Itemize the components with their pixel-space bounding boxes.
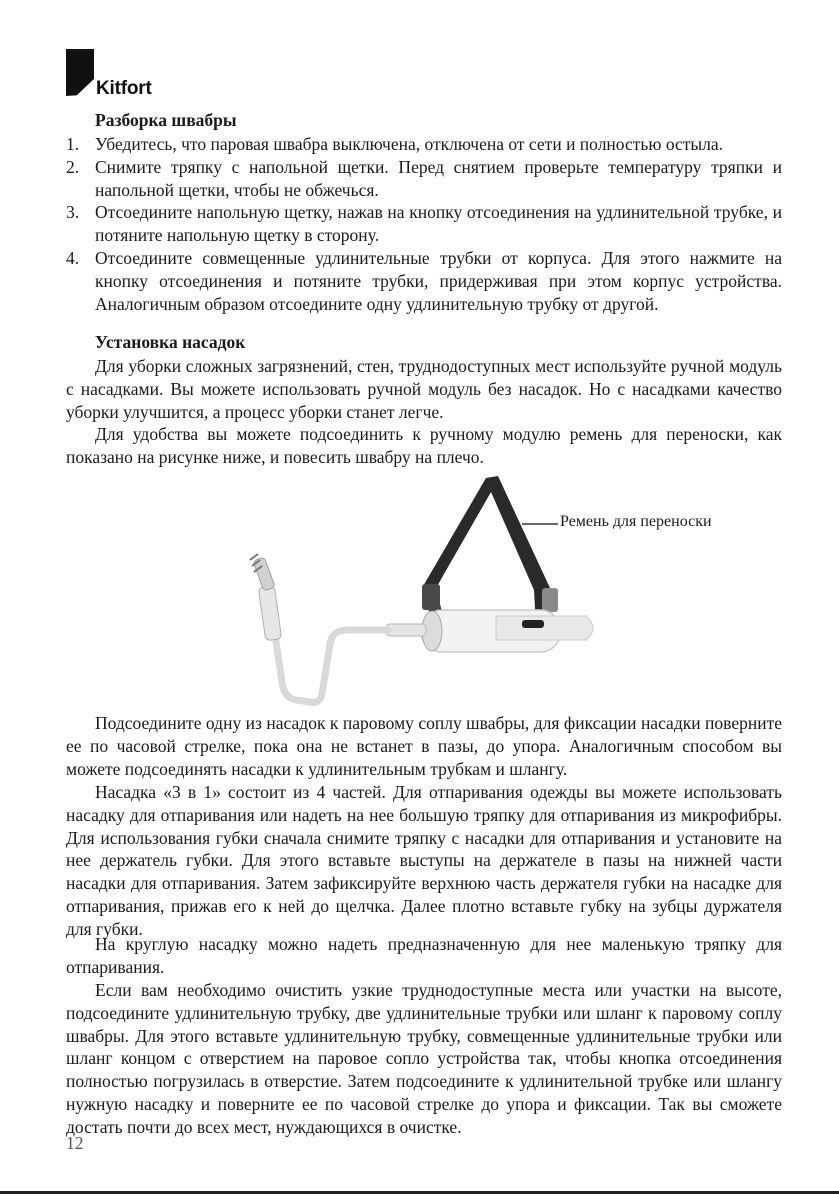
list-item (66, 247, 782, 315)
list-item-text: Снимите тряпку с напольной щетки. Перед снятием проверьте температуру тряпки и напольной щетки, чтобы не обжечься. (95, 156, 782, 200)
figure-callout-label: Ремень для переноски (560, 513, 712, 530)
paragraph: Подсоедините одну из насадок к паровому соплу швабры, для фиксации насадки поверните ее по часовой стрелке, пока она не встанет в пазы, до упора. Аналогичным способом вы можете подсоединять насадки к удлинительным трубкам и шлангу. (66, 713, 782, 779)
brand-logo (66, 49, 176, 101)
kitfort-logo-mark-icon (66, 49, 94, 96)
paragraph: Если вам необходимо очистить узкие труднодоступные места или участки на высоте, подсоедините удлинительную трубку, две удлинительные трубки или шланг к паровому соплу швабры. Для этого вставьте удлинительную трубку, совмещенные удлинительные трубки или шланг концом с отверстием на паровое сопло устройства так, чтобы кнопка отсоединения полностью погрузилась в отверстие. Затем подсоедините к удлинительной трубке или шлангу нужную насадку и поверните ее по часовой стрелке до упора и фиксации. Так вы сможете достать почти до всех мест, нуждающихся в очистке. (66, 980, 782, 1137)
paragraph: На круглую насадку можно надеть предназначенную для нее маленькую тряпку для отпаривания. (66, 934, 782, 977)
brand-name: Kitfort (96, 78, 152, 99)
section-heading-attachments: Установка насадок (95, 332, 246, 352)
list-item-number: 1. (66, 134, 80, 154)
page-number: 12 (66, 1133, 84, 1153)
paragraph: Для уборки сложных загрязнений, стен, труднодоступных мест используйте ручной модуль с насадками. Вы можете использовать ручной модуль без насадок. Но с насадками качество уборки улучшится, а процесс уборки станет легче. (66, 356, 782, 422)
paragraph: Для удобства вы можете подсоединить к ручному модулю ремень для переноски, как показано на рисунке ниже, и повесить швабру на плечо. (66, 424, 782, 467)
list-item-text: Убедитесь, что паровая швабра выключена, отключена от сети и полностью остыла. (95, 134, 724, 154)
list-item-number: 2. (66, 156, 80, 177)
list-item (66, 201, 782, 247)
list-item (66, 156, 782, 202)
carrying-strap-illustration (236, 468, 796, 708)
list-item (66, 133, 782, 156)
list-item-text: Отсоедините совмещенные удлинительные трубки от корпуса. Для этого нажмите на кнопку отсоединения и потяните трубки, придерживая при этом корпус устройства. Аналогичным образом отсоедините одну удлинительную трубку от другой. (95, 247, 782, 314)
disassembly-steps-list (66, 133, 782, 315)
list-item-number: 4. (66, 247, 80, 268)
list-item-number: 3. (66, 202, 80, 223)
paragraph: Насадка «3 в 1» состоит из 4 частей. Для отпаривания одежды вы можете использовать насадку для отпаривания или надеть на нее большую тряпку для отпаривания из микрофибры. Для использования губки сначала снимите тряпку с насадки для отпаривания и установите на нее держатель губки. Для этого вставьте выступы на держателе в пазы на нижней части насадки для отпаривания. Затем зафиксируйте верхнюю часть держателя губки на насадке для отпаривания, прижав его к ней до щелчка. Далее плотно вставьте губку на зубцы дуржателя для губки. (66, 782, 782, 939)
list-item-text: Отсоедините напольную щетку, нажав на кнопку отсоединения на удлинительной трубке, и потяните напольную щетку в сторону. (95, 202, 782, 246)
section-heading-disassembly: Разборка швабры (95, 110, 237, 130)
